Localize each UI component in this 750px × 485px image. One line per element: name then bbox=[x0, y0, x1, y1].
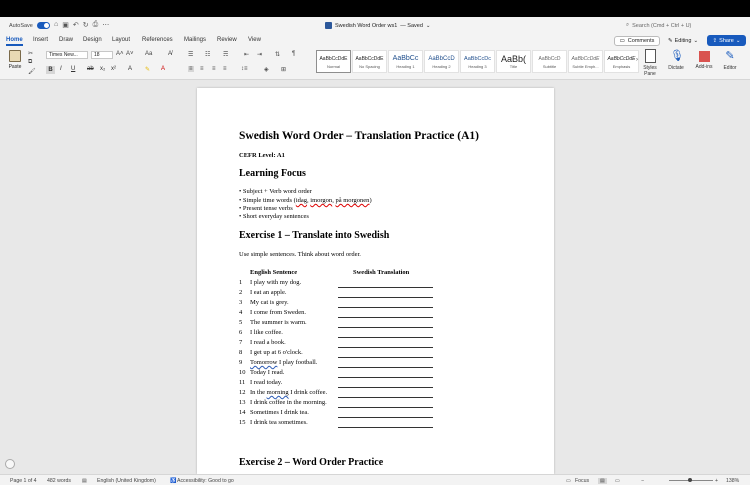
doc-title-text: Swedish Word Order ws1 bbox=[335, 22, 398, 29]
answer-line[interactable] bbox=[338, 377, 433, 378]
align-left-icon[interactable]: ≡ bbox=[189, 66, 193, 72]
shrink-font-icon[interactable]: A˅ bbox=[126, 51, 134, 57]
style-heading-1[interactable] bbox=[388, 50, 423, 73]
share-icon: ⇪ bbox=[712, 37, 718, 44]
row-number: 14 bbox=[239, 409, 246, 416]
comments-button[interactable] bbox=[614, 36, 660, 46]
row-number: 11 bbox=[239, 379, 246, 386]
spelling-flagged-word[interactable]: imorgon bbox=[310, 197, 333, 204]
microphone-icon: 🎙 bbox=[670, 50, 684, 62]
line-spacing-icon[interactable]: ↕≡ bbox=[241, 66, 248, 72]
font-size-dropdown[interactable]: 18 bbox=[91, 51, 113, 59]
clipboard-icon bbox=[9, 50, 21, 62]
style-subtle-emphasis[interactable] bbox=[568, 50, 603, 73]
answer-line[interactable] bbox=[338, 417, 433, 418]
tab-mailings[interactable]: Mailings bbox=[184, 37, 207, 43]
shading-icon[interactable]: ◈ bbox=[264, 67, 269, 73]
exercise2-heading: Exercise 2 – Word Order Practice bbox=[239, 457, 384, 468]
row-number: 15 bbox=[239, 419, 246, 426]
row-number: 12 bbox=[239, 389, 246, 396]
spelling-flagged-word[interactable]: på morgonen bbox=[335, 197, 370, 204]
document-page[interactable] bbox=[197, 88, 554, 474]
english-sentence: The summer is warm. bbox=[250, 319, 307, 326]
style-heading-2[interactable] bbox=[424, 50, 459, 73]
comments-label: Comments bbox=[627, 38, 655, 44]
paste-button[interactable] bbox=[6, 50, 24, 70]
justify-icon[interactable]: ≡ bbox=[223, 66, 227, 72]
bullet-text: • Simple time words ( bbox=[239, 197, 296, 204]
styles-gallery bbox=[316, 50, 639, 73]
zoom-slider-handle[interactable] bbox=[688, 478, 692, 482]
add-ins-label: Add-ins bbox=[695, 64, 713, 70]
style-emphasis[interactable] bbox=[604, 50, 639, 73]
row-number: 5 bbox=[239, 319, 243, 326]
editor-icon: ✎ bbox=[725, 50, 735, 62]
table-row bbox=[239, 409, 539, 419]
english-sentence: I come from Sweden. bbox=[250, 309, 306, 316]
style-label: Normal bbox=[327, 64, 340, 69]
style-label: Heading 2 bbox=[432, 64, 451, 69]
styles-more-icon[interactable]: › bbox=[636, 57, 638, 63]
english-sentence: I drink coffee in the morning. bbox=[250, 399, 327, 406]
english-sentence: I read a book. bbox=[250, 339, 286, 346]
table-row bbox=[239, 329, 539, 339]
proofing-icon[interactable]: ▤ bbox=[82, 478, 87, 484]
editing-button[interactable] bbox=[668, 36, 702, 46]
editor-label: Editor bbox=[723, 65, 737, 71]
search-placeholder: Search (Cmd + Ctrl + U) bbox=[632, 22, 692, 29]
bullet-item: • Short everyday sentences bbox=[239, 213, 309, 220]
english-sentence: I drink tea sometimes. bbox=[250, 419, 308, 426]
page-count[interactable]: Page 1 of 4 bbox=[10, 478, 37, 484]
strikethrough-button[interactable]: ab bbox=[87, 66, 94, 72]
font-color-icon[interactable]: A bbox=[161, 66, 166, 72]
english-sentence: Today I read. bbox=[250, 369, 285, 376]
tab-view[interactable]: View bbox=[248, 37, 261, 43]
exercise1-heading: Exercise 1 – Translate into Swedish bbox=[239, 230, 390, 241]
style-label: Title bbox=[509, 64, 518, 69]
align-center-icon[interactable]: ≡ bbox=[200, 66, 204, 72]
help-icon[interactable] bbox=[5, 459, 15, 469]
sentence-rest: I play football. bbox=[277, 359, 318, 366]
saved-status: — Saved bbox=[400, 22, 423, 29]
tab-review[interactable]: Review bbox=[217, 37, 237, 43]
bullet-item bbox=[239, 197, 372, 204]
document-title-heading: Swedish Word Order – Translation Practice (A1) bbox=[239, 130, 480, 142]
search-box[interactable] bbox=[620, 20, 740, 31]
table-row bbox=[239, 379, 539, 389]
highlight-color-icon[interactable]: ✎ bbox=[145, 67, 151, 73]
undo-icon[interactable]: ↶ bbox=[72, 22, 79, 29]
comment-icon: ▭ bbox=[619, 38, 625, 44]
style-sample: AaBbCcDdE bbox=[607, 56, 636, 62]
table-row bbox=[239, 369, 539, 379]
style-label: No Spacing bbox=[359, 64, 380, 69]
align-right-icon[interactable]: ≡ bbox=[212, 66, 216, 72]
cefr-level: CEFR Level: A1 bbox=[239, 152, 285, 159]
table-row bbox=[239, 339, 539, 349]
add-ins-icon bbox=[699, 51, 710, 62]
style-title[interactable] bbox=[496, 50, 531, 73]
table-row bbox=[239, 279, 539, 289]
style-sample: AaBbCcDdE bbox=[319, 56, 348, 62]
status-bar bbox=[0, 474, 750, 485]
quick-access-toolbar bbox=[54, 21, 109, 29]
table-row bbox=[239, 399, 539, 409]
editor-button[interactable] bbox=[721, 49, 739, 71]
autosave-toggle[interactable] bbox=[37, 22, 50, 29]
focus-icon[interactable]: ▭ bbox=[566, 478, 571, 484]
sort-icon[interactable]: ⇅ bbox=[275, 52, 281, 58]
tab-home[interactable]: Home bbox=[6, 37, 23, 43]
english-sentence bbox=[250, 389, 327, 396]
share-label: Share bbox=[719, 37, 734, 44]
styles-pane-label: Styles Pane bbox=[643, 65, 657, 77]
answer-line[interactable] bbox=[338, 387, 433, 388]
zoom-level[interactable]: 138% bbox=[726, 478, 740, 484]
style-sample: AaBbCcD bbox=[538, 56, 561, 62]
cut-icon[interactable]: ✂ bbox=[28, 51, 34, 57]
copy-icon[interactable]: ⧉ bbox=[28, 59, 33, 65]
bullet-text: ) bbox=[369, 197, 372, 204]
pencil-icon: ✎ bbox=[668, 38, 673, 44]
web-layout-icon[interactable]: ▭ bbox=[615, 478, 620, 484]
print-layout-icon[interactable]: ▤ bbox=[600, 478, 605, 484]
table-row bbox=[239, 419, 539, 429]
styles-pane-button[interactable] bbox=[642, 49, 658, 77]
row-number: 8 bbox=[239, 349, 243, 356]
bold-button[interactable]: B bbox=[46, 66, 55, 74]
english-column-header: English Sentence bbox=[250, 269, 298, 276]
borders-icon[interactable]: ⊞ bbox=[281, 67, 287, 73]
style-label: Subtitle bbox=[542, 64, 557, 69]
editing-label: Editing bbox=[674, 38, 692, 44]
row-number: 10 bbox=[239, 369, 246, 376]
grammar-flagged-word[interactable]: Tomorrow bbox=[250, 359, 278, 366]
row-number: 2 bbox=[239, 289, 243, 296]
style-label: Heading 3 bbox=[468, 64, 487, 69]
text-effects-icon[interactable]: A bbox=[128, 66, 133, 72]
answer-line[interactable] bbox=[338, 327, 433, 328]
english-sentence: I like coffee. bbox=[250, 329, 283, 336]
chevron-down-icon: ⌄ bbox=[425, 22, 431, 29]
language-indicator[interactable]: English (United Kingdom) bbox=[97, 478, 156, 484]
answer-line[interactable] bbox=[338, 337, 433, 338]
sentence-pre: In the bbox=[250, 389, 267, 396]
share-button[interactable] bbox=[707, 35, 746, 46]
answer-line[interactable] bbox=[338, 427, 433, 428]
table-row bbox=[239, 389, 539, 399]
style-no-spacing[interactable] bbox=[352, 50, 387, 73]
multilevel-list-icon[interactable]: ☴ bbox=[223, 52, 229, 58]
table-row bbox=[239, 289, 539, 299]
document-title[interactable] bbox=[325, 22, 431, 29]
row-number: 13 bbox=[239, 399, 246, 406]
subscript-button[interactable]: x₂ bbox=[100, 66, 106, 72]
home-icon[interactable]: ⌂ bbox=[54, 21, 59, 28]
row-number: 7 bbox=[239, 339, 243, 346]
font-name-dropdown[interactable]: Times New... bbox=[46, 51, 88, 59]
increase-indent-icon[interactable]: ⇥ bbox=[257, 52, 263, 58]
ribbon-home bbox=[0, 47, 750, 80]
grammar-flagged-word[interactable]: morning bbox=[266, 389, 289, 396]
change-case-icon[interactable]: Aa bbox=[145, 51, 153, 57]
bullet-item: • Present tense verbs bbox=[239, 205, 293, 212]
answer-line[interactable] bbox=[338, 307, 433, 308]
add-ins-button[interactable] bbox=[693, 49, 715, 70]
format-painter-icon[interactable]: 🖌 bbox=[28, 69, 36, 75]
row-number: 3 bbox=[239, 299, 243, 306]
english-sentence: I play with my dog. bbox=[250, 279, 302, 286]
dictate-button[interactable] bbox=[667, 49, 685, 71]
autosave-label: AutoSave bbox=[9, 22, 33, 29]
accessibility-icon[interactable]: ♿ bbox=[170, 478, 177, 484]
more-icon[interactable]: ⋯ bbox=[102, 22, 110, 29]
superscript-button[interactable]: x² bbox=[111, 66, 116, 72]
tab-references[interactable]: References bbox=[142, 37, 173, 43]
row-number: 9 bbox=[239, 359, 243, 366]
style-label: Subtle Emph... bbox=[572, 64, 599, 69]
answer-line[interactable] bbox=[338, 347, 433, 348]
style-subtitle[interactable] bbox=[532, 50, 567, 73]
style-sample: AaBbCcDdE bbox=[355, 56, 384, 62]
english-sentence: Sometimes I drink tea. bbox=[250, 409, 309, 416]
answer-line[interactable] bbox=[338, 317, 433, 318]
tab-layout[interactable]: Layout bbox=[112, 37, 131, 43]
tab-draw[interactable]: Draw bbox=[59, 37, 74, 43]
paste-label: Paste bbox=[8, 64, 22, 70]
style-sample: AaBbCcDdE bbox=[571, 56, 600, 62]
row-number: 1 bbox=[239, 279, 243, 286]
italic-button[interactable]: I bbox=[60, 66, 62, 72]
bullet-item: • Subject + Verb word order bbox=[239, 188, 312, 195]
dictate-label: Dictate bbox=[668, 65, 684, 71]
clear-formatting-icon[interactable]: A̸ bbox=[168, 51, 173, 57]
swedish-column-header: Swedish Translation bbox=[353, 269, 410, 276]
row-number: 6 bbox=[239, 329, 243, 336]
bullet-text: , bbox=[332, 197, 336, 204]
chevron-down-icon: ⌄ bbox=[735, 37, 741, 44]
title-bar bbox=[0, 17, 750, 34]
english-sentence: I read today. bbox=[250, 379, 283, 386]
bullet-text: , bbox=[307, 197, 311, 204]
search-icon: ⌕ bbox=[626, 22, 630, 28]
spelling-flagged-word[interactable]: idag bbox=[295, 197, 308, 204]
numbering-icon[interactable]: ☷ bbox=[205, 52, 211, 58]
answer-line[interactable] bbox=[338, 357, 433, 358]
table-row bbox=[239, 349, 539, 359]
style-sample: AaBbCcDc bbox=[464, 56, 491, 62]
styles-pane-icon bbox=[645, 49, 656, 63]
table-row bbox=[239, 299, 539, 309]
print-icon[interactable]: ⎙ bbox=[92, 21, 99, 28]
style-heading-3[interactable] bbox=[460, 50, 495, 73]
english-sentence bbox=[250, 359, 317, 366]
system-top-bar bbox=[0, 0, 750, 17]
redo-icon[interactable]: ↻ bbox=[82, 22, 89, 29]
sentence-rest: I drink coffee. bbox=[288, 389, 328, 396]
tab-design[interactable]: Design bbox=[83, 37, 102, 43]
style-sample: AaBbCcD bbox=[428, 56, 455, 62]
style-label: Heading 1 bbox=[396, 64, 415, 69]
answer-line[interactable] bbox=[338, 287, 433, 288]
table-row bbox=[239, 309, 539, 319]
focus-button[interactable]: Focus bbox=[575, 478, 590, 484]
word-doc-icon bbox=[325, 22, 332, 29]
answer-line[interactable] bbox=[338, 407, 433, 408]
english-sentence: I eat an apple. bbox=[250, 289, 287, 296]
table-row bbox=[239, 359, 539, 369]
style-label: Emphasis bbox=[612, 64, 631, 69]
learning-focus-heading: Learning Focus bbox=[239, 168, 306, 179]
zoom-in-icon[interactable]: + bbox=[715, 478, 719, 484]
show-paragraph-marks-icon[interactable]: ¶ bbox=[292, 51, 296, 57]
style-sample: AaBb( bbox=[500, 54, 526, 64]
underline-button[interactable]: U bbox=[71, 66, 76, 72]
style-normal[interactable] bbox=[316, 50, 351, 73]
answer-line[interactable] bbox=[338, 297, 433, 298]
decrease-indent-icon[interactable]: ⇤ bbox=[244, 52, 250, 58]
accessibility-status[interactable]: Accessibility: Good to go bbox=[177, 478, 234, 484]
chevron-down-icon: ⌄ bbox=[693, 38, 699, 44]
save-icon[interactable]: ▣ bbox=[62, 22, 69, 29]
tab-insert[interactable]: Insert bbox=[33, 37, 49, 43]
english-sentence: My cat is grey. bbox=[250, 299, 289, 306]
bullets-icon[interactable]: ☰ bbox=[188, 52, 194, 58]
answer-line[interactable] bbox=[338, 367, 433, 368]
exercise1-instruction: Use simple sentences. Think about word order. bbox=[239, 251, 361, 258]
table-row bbox=[239, 319, 539, 329]
grow-font-icon[interactable]: A˄ bbox=[116, 51, 124, 57]
row-number: 4 bbox=[239, 309, 243, 316]
style-sample: AaBbCc bbox=[392, 55, 419, 62]
word-count[interactable]: 482 words bbox=[47, 478, 71, 484]
english-sentence: I get up at 6 o'clock. bbox=[250, 349, 303, 356]
answer-line[interactable] bbox=[338, 397, 433, 398]
autosave-control[interactable] bbox=[9, 22, 50, 29]
zoom-out-icon[interactable]: − bbox=[641, 478, 645, 484]
